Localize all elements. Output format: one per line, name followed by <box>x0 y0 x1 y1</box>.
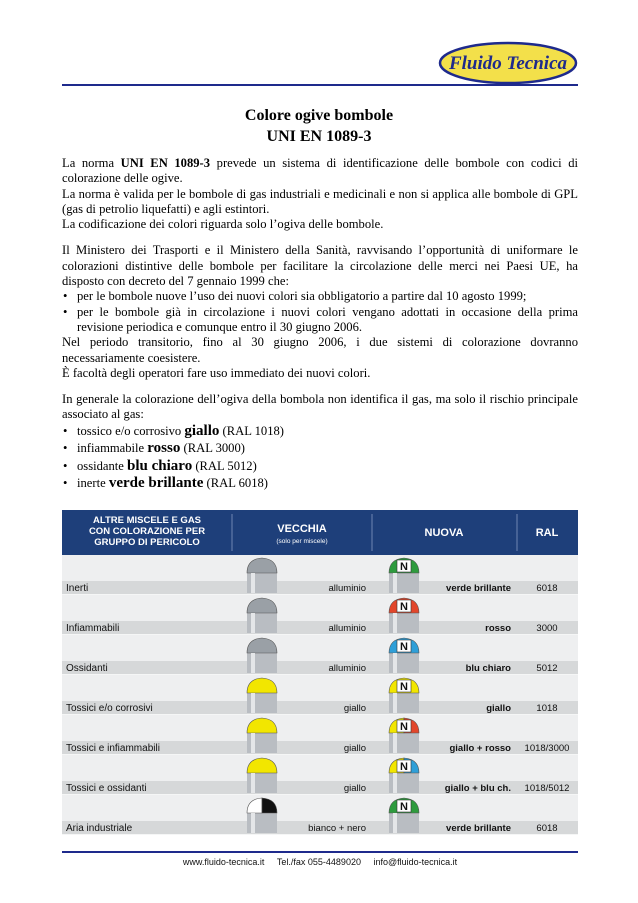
cylinder-highlight <box>251 813 255 833</box>
cylinder-highlight <box>251 773 255 793</box>
header-old-sub: (solo per miscele) <box>276 538 328 545</box>
list-item: • per le bombole già in circolazione i nuovi colori vengano adottati in occasione della prima revisione periodica e comunque entro il 30 giugno 2006. <box>62 305 578 336</box>
list-item: • inerte verde brillante (RAL 6018) <box>62 475 578 493</box>
n-label: N <box>400 641 408 653</box>
row-old-color: giallo <box>343 743 366 754</box>
n-label: N <box>400 801 408 813</box>
row-group: Tossici e/o corrosivi <box>66 703 153 714</box>
list-item: • infiammabile rosso (RAL 3000) <box>62 440 578 458</box>
row-group: Inerti <box>66 583 89 594</box>
cylinder-highlight <box>393 773 397 793</box>
list-item: • per le bombole nuove l’uso dei nuovi colori sia obbligatorio a partire dal 10 agosto 1999; <box>62 289 578 304</box>
row-group: Tossici e ossidanti <box>66 783 147 794</box>
table-row <box>62 595 578 635</box>
row-ral: 1018 <box>536 703 558 714</box>
page-title: Colore ogive bombole <box>244 107 394 124</box>
old-cylinder-icon <box>247 598 277 633</box>
header-ral: RAL <box>535 527 559 539</box>
n-label: N <box>400 601 408 613</box>
color-code-table <box>62 510 578 835</box>
n-label: N <box>400 681 408 693</box>
old-cylinder-icon <box>247 718 277 753</box>
row-new-color: giallo + blu ch. <box>444 783 511 794</box>
row-new-color: blu chiaro <box>465 663 511 674</box>
header-new: NUOVA <box>424 527 464 539</box>
footer-website: www.fluido-tecnica.it <box>182 857 265 867</box>
new-cylinder-icon <box>389 758 419 793</box>
row-ral: 1018/5012 <box>524 783 570 794</box>
risk-paragraph: In generale la colorazione dell’ogiva della bombola non identifica il gas, ma solo il rischio principale associato al gas: <box>62 392 578 422</box>
row-old-color: bianco + nero <box>308 823 366 834</box>
ministero-paragraph: Il Ministero dei Trasporti e il Ministero della Sanità, ravvisando l’opportunità di uniformare le colorazioni distintive delle bombole per facilitare la circolazione delle merci nei Paesi UE, ha disposto con decreto del 7 gennaio 1999 che: <box>62 243 578 289</box>
footer-divider <box>62 851 578 853</box>
old-cylinder-icon <box>247 638 277 673</box>
header-group: GRUPPO DI PERICOLO <box>94 537 200 548</box>
row-group: Infiammabili <box>66 623 120 634</box>
page-footer <box>62 857 578 867</box>
row-group: Aria industriale <box>66 823 133 834</box>
new-cylinder-icon <box>389 638 419 673</box>
row-old-color: giallo <box>343 783 366 794</box>
header-divider <box>62 84 578 86</box>
row-ral: 1018/3000 <box>524 743 570 754</box>
intro-paragraph-3: La codificazione dei colori riguarda solo l’ogiva delle bombole. <box>62 217 384 232</box>
footer-phone: Tel./fax 055-4489020 <box>276 857 361 867</box>
row-old-color: alluminio <box>328 623 366 634</box>
option-paragraph: È facoltà degli operatori fare uso immediato dei nuovi colori. <box>62 365 371 380</box>
list-item: • ossidante blu chiaro (RAL 5012) <box>62 458 578 476</box>
table-row <box>62 555 578 595</box>
intro-paragraph-2: La norma è valida per le bombole di gas industriali e medicinali e non si applica alle bombole di GPL (gas di petrolio liquefatti) e agli estintori. <box>62 186 578 216</box>
new-cylinder-icon <box>389 718 419 753</box>
row-old-color: giallo <box>343 703 366 714</box>
cylinder-highlight <box>393 693 397 713</box>
row-new-color: verde brillante <box>446 823 511 834</box>
page-subtitle: UNI EN 1089-3 <box>266 128 372 145</box>
row-old-color: alluminio <box>328 583 366 594</box>
old-cylinder-icon <box>247 678 277 713</box>
new-cylinder-icon <box>389 678 419 713</box>
n-label: N <box>400 721 408 733</box>
n-label: N <box>400 561 408 573</box>
row-ral: 5012 <box>536 663 558 674</box>
cylinder-highlight <box>393 733 397 753</box>
table-row <box>62 675 578 715</box>
cylinder-highlight <box>251 573 255 593</box>
row-new-color: verde brillante <box>446 583 511 594</box>
cylinder-highlight <box>251 613 255 633</box>
list-item: • tossico e/o corrosivo giallo (RAL 1018) <box>62 423 578 441</box>
new-cylinder-icon <box>389 598 419 633</box>
row-ral: 3000 <box>536 623 558 634</box>
cylinder-highlight <box>393 813 397 833</box>
row-group: Tossici e infiammabili <box>66 743 160 754</box>
new-cylinder-icon <box>389 558 419 593</box>
table-row <box>62 715 578 755</box>
risk-list <box>62 423 578 493</box>
logo-text: Fluido Tecnica <box>448 53 568 74</box>
row-new-color: giallo + rosso <box>449 743 511 754</box>
decree-list <box>62 289 578 335</box>
row-old-color: alluminio <box>328 663 366 674</box>
cylinder-highlight <box>393 653 397 673</box>
old-cylinder-icon <box>247 758 277 793</box>
table-row <box>62 755 578 795</box>
row-ral: 6018 <box>536 583 558 594</box>
cylinder-highlight <box>251 693 255 713</box>
footer-email: info@fluido-tecnica.it <box>373 857 458 867</box>
header-group: CON COLORAZIONE PER <box>88 526 206 537</box>
old-cylinder-icon <box>247 558 277 593</box>
header-group: ALTRE MISCELE E GAS <box>92 515 202 526</box>
row-new-color: giallo <box>486 703 511 714</box>
new-cylinder-icon <box>389 798 419 833</box>
row-group: Ossidanti <box>66 663 108 674</box>
table-row <box>62 795 578 835</box>
document-body <box>62 156 578 493</box>
row-ral: 6018 <box>536 823 558 834</box>
table-row <box>62 635 578 675</box>
cylinder-highlight <box>251 733 255 753</box>
row-new-color: rosso <box>485 623 511 634</box>
n-label: N <box>400 761 408 773</box>
transition-paragraph: Nel periodo transitorio, fino al 30 giugno 2006, i due sistemi di colorazione dovranno necessariamente coesistere. <box>62 335 578 365</box>
cylinder-highlight <box>393 573 397 593</box>
fluido-tecnica-logo <box>438 40 578 86</box>
intro-paragraph: La norma UNI EN 1089-3 prevede un sistema di identificazione delle bombole con codici di colorazione delle ogive. <box>62 156 579 186</box>
old-cylinder-icon <box>247 798 277 833</box>
cylinder-highlight <box>251 653 255 673</box>
cylinder-highlight <box>393 613 397 633</box>
header-old: VECCHIA <box>277 523 327 535</box>
